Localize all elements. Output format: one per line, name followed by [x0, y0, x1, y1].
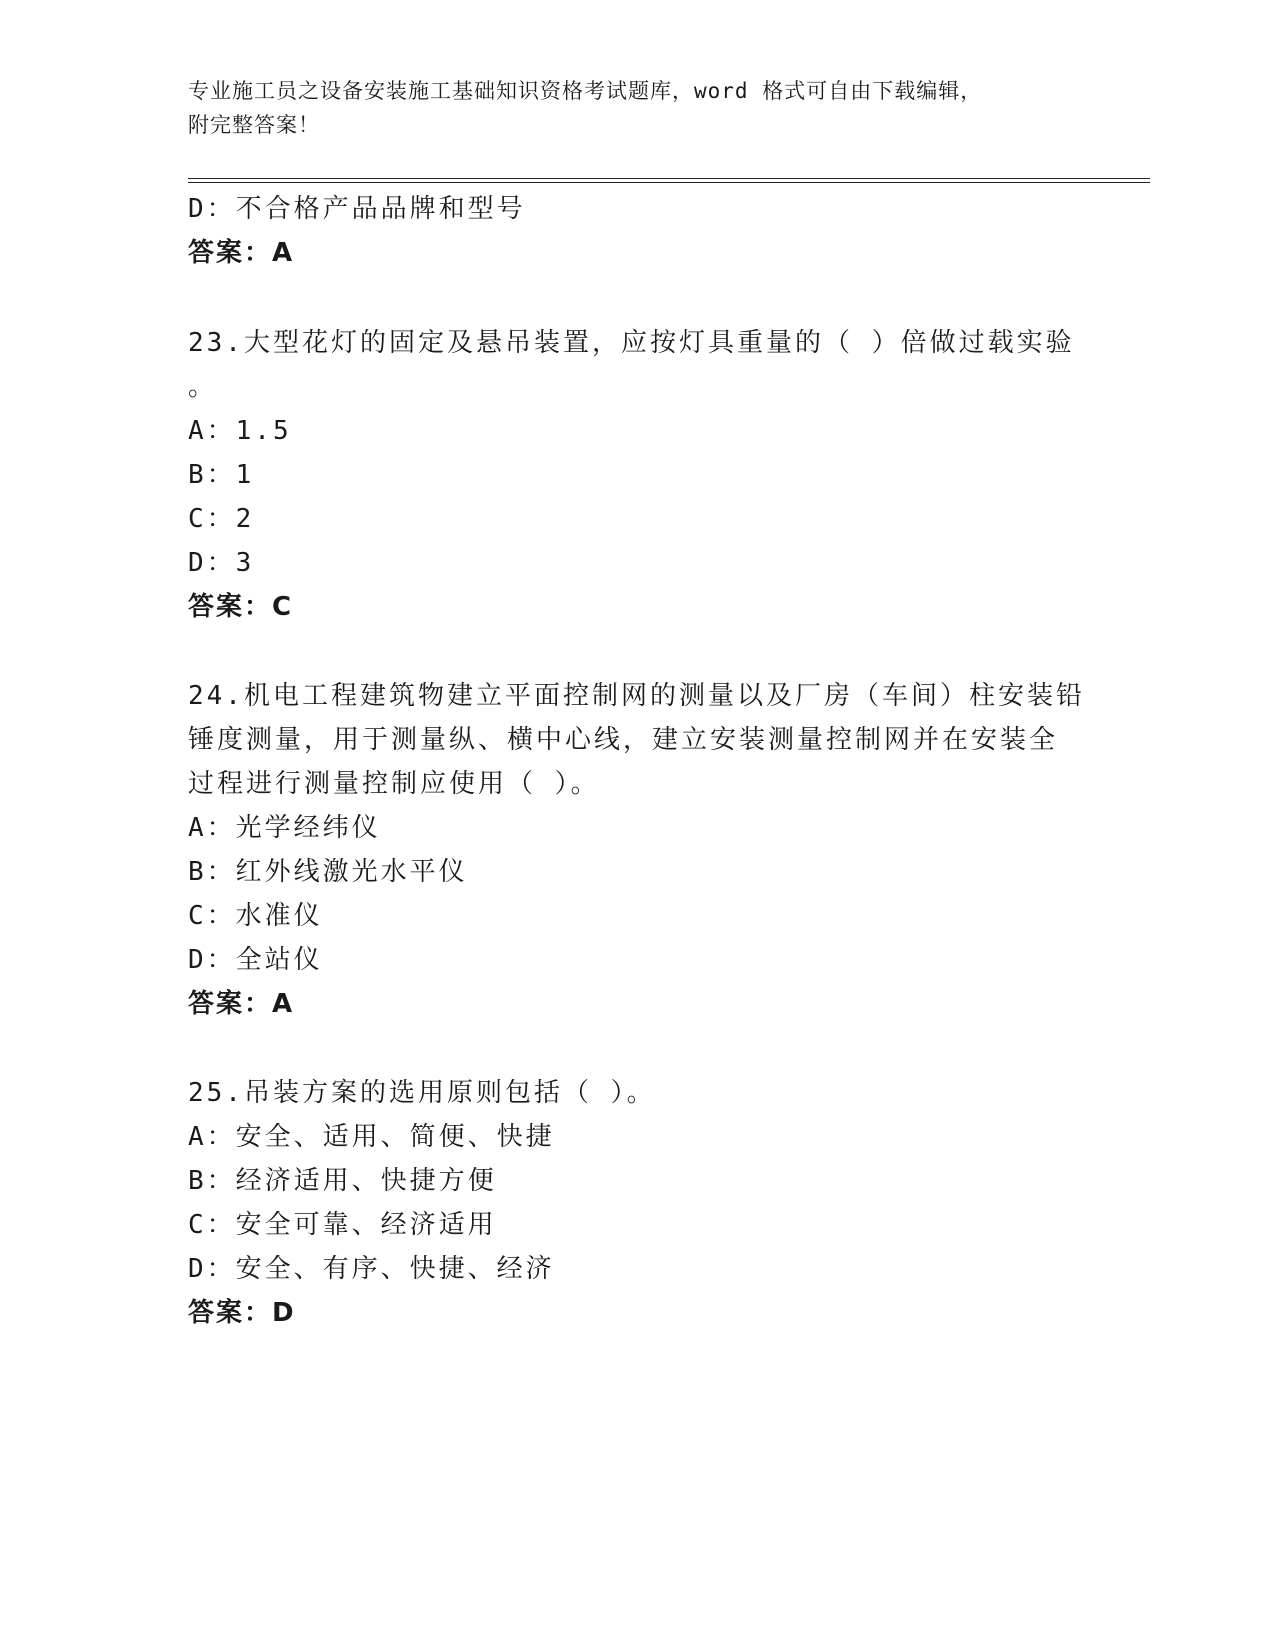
q23-stem-line1: 23.大型花灯的固定及悬吊装置，应按灯具重量的（ ）倍做过载实验 [188, 328, 1075, 358]
header-divider-top [188, 178, 1150, 179]
q25-option-a: A：安全、适用、简便、快捷 [188, 1122, 555, 1152]
q25-stem-line1: 25.吊装方案的选用原则包括（ ）。 [188, 1078, 656, 1108]
q24-stem-line1: 24.机电工程建筑物建立平面控制网的测量以及厂房（车间）柱安装铅 [188, 681, 1085, 711]
q24-option-c: C：水准仪 [188, 901, 323, 931]
q23-stem-line2: 。 [188, 372, 218, 402]
prev-answer: 答案：A [188, 238, 295, 268]
q24-stem-line3: 过程进行测量控制应使用（ ）。 [188, 769, 600, 799]
q25-option-c: C：安全可靠、经济适用 [188, 1210, 497, 1240]
q23-answer: 答案：C [188, 592, 294, 622]
q23-option-a: A：1.5 [188, 416, 292, 446]
q24-option-a: A：光学经纬仪 [188, 813, 381, 843]
q23-option-c: C：2 [188, 504, 255, 534]
header-title-line2: 附完整答案！ [188, 113, 320, 137]
q25-option-d: D：安全、有序、快捷、经济 [188, 1254, 555, 1284]
q24-answer: 答案：A [188, 989, 295, 1019]
prev-option-d: D：不合格产品品牌和型号 [188, 194, 526, 224]
q24-stem-line2: 锤度测量，用于测量纵、横中心线，建立安装测量控制网并在安装全 [188, 725, 1059, 755]
q24-option-d: D：全站仪 [188, 945, 323, 975]
q23-option-b: B：1 [188, 460, 255, 490]
q24-option-b: B：红外线激光水平仪 [188, 857, 468, 887]
q23-option-d: D：3 [188, 548, 255, 578]
q25-option-b: B：经济适用、快捷方便 [188, 1166, 497, 1196]
q25-answer: 答案：D [188, 1298, 296, 1328]
document-header [188, 74, 1088, 142]
header-title-line1: 专业施工员之设备安装施工基础知识资格考试题库，word 格式可自由下载编辑， [188, 79, 983, 103]
header-divider-bottom [188, 182, 1150, 183]
